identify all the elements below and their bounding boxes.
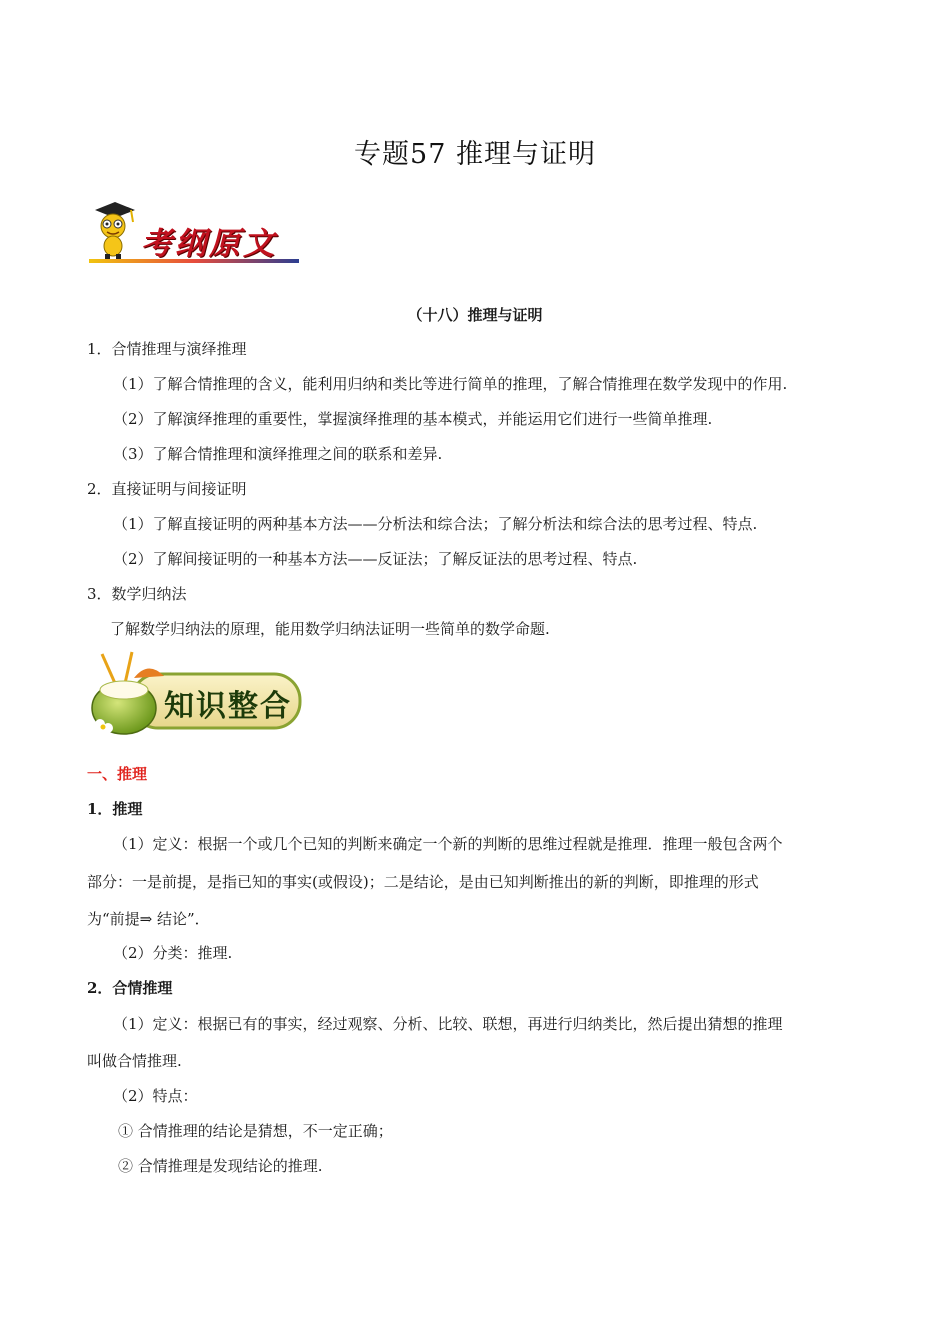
list-item: ① 合情推理的结论是猜想，不一定正确；	[118, 1122, 393, 1140]
subheading: 2．合情推理	[87, 979, 173, 997]
outline-item: 2．直接证明与间接证明	[87, 480, 247, 498]
paragraph-line: （1）定义：根据已有的事实，经过观察、分析、比较、联想，再进行归纳类比，然后提出猜想的推理	[113, 1015, 783, 1033]
paragraph-line: 叫做合情推理.	[87, 1052, 182, 1070]
paragraph-line: 部分：一是前提，是指已知的事实(或假设)；二是结论，是由已知判断推出的新的判断，即推理的形式	[87, 873, 759, 891]
paragraph-line: （2）分类：推理.	[113, 944, 233, 962]
outline-item: 1．合情推理与演绎推理	[87, 340, 247, 358]
paragraph-line: （2）特点：	[113, 1087, 198, 1105]
knowledge-banner-text: 知识整合	[164, 689, 292, 724]
section-header: （十八）推理与证明	[407, 306, 543, 324]
outline-item: （1）了解直接证明的两种基本方法——分析法和综合法；了解分析法和综合法的思考过程、特点.	[113, 515, 758, 533]
list-item: ② 合情推理是发现结论的推理.	[118, 1157, 323, 1175]
outline-item: （1）了解合情推理的含义，能利用归纳和类比等进行简单的推理，了解合情推理在数学发现中的作用.	[113, 375, 788, 393]
outline-item: 了解数学归纳法的原理，能用数学归纳法证明一些简单的数学命题.	[110, 620, 550, 638]
outline-item: （2）了解演绎推理的重要性，掌握演绎推理的基本模式，并能运用它们进行一些简单推理.	[113, 410, 713, 428]
syllabus-banner	[85, 196, 301, 268]
section-heading: 一、推理	[87, 765, 148, 783]
outline-item: （2）了解间接证明的一种基本方法——反证法；了解反证法的思考过程、特点.	[113, 550, 638, 568]
syllabus-banner-text: 考纲原文	[141, 226, 277, 262]
outline-item: 3．数学归纳法	[87, 585, 187, 603]
outline-item: （3）了解合情推理和演绎推理之间的联系和差异.	[113, 445, 443, 463]
paragraph-line: （1）定义：根据一个或几个已知的判断来确定一个新的判断的思维过程就是推理．推理一般包含两个	[113, 835, 783, 853]
subheading: 1．推理	[87, 800, 143, 818]
knowledge-banner	[88, 650, 304, 738]
paragraph-line: 为“前提⇒ 结论”．	[87, 910, 210, 928]
page-title: 专题57 推理与证明	[354, 139, 596, 170]
